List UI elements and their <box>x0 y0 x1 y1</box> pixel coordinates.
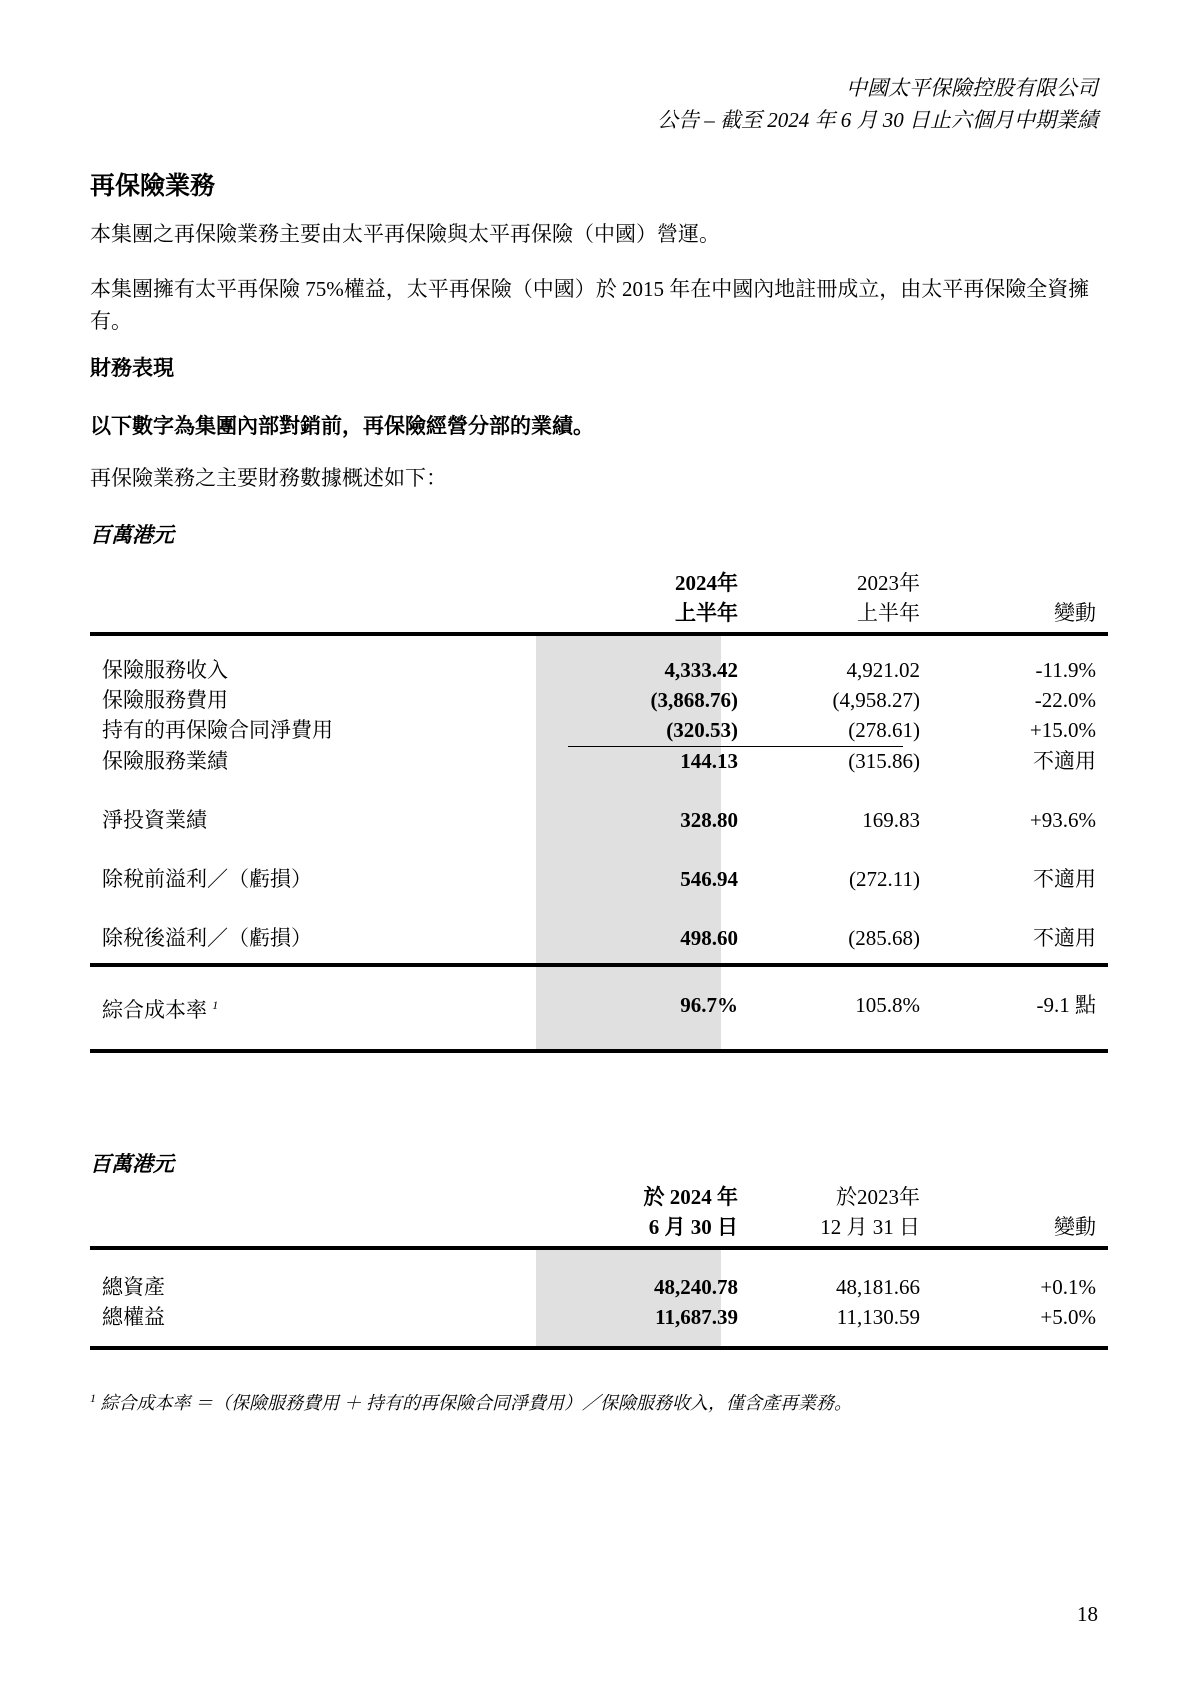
page-header <box>657 72 1098 136</box>
combined-ratio-label: 綜合成本率 $^1$ <box>102 998 219 1022</box>
unit-label-2: 百萬港元 <box>90 1152 174 1176</box>
paragraph-ownership: 本集團擁有太平再保險 75%權益，太平再保險（中國）於 2015 年在中國內地註冊成立，由太平再保險全資擁有。 <box>90 277 1090 333</box>
row-value-2024: 546.94 <box>680 867 738 891</box>
col-change-header: 變動 <box>1054 601 1096 625</box>
col-2024-header-line1: 於 2024 年 <box>643 1185 738 1209</box>
row-value-2024: 498.60 <box>680 926 738 950</box>
row-value-2023: 48,181.66 <box>836 1275 920 1299</box>
footnote-marker: 1 <box>212 998 219 1012</box>
row-change: +15.0% <box>1029 718 1096 742</box>
row-value-2024: 144.13 <box>680 749 738 773</box>
row-label: 保險服務費用 <box>102 688 228 712</box>
row-label: 除稅後溢利／（虧損） <box>102 926 312 950</box>
row-value-2023: (278.61) <box>848 718 920 742</box>
row-value-2023: 169.83 <box>862 808 920 832</box>
row-value-2023: (4,958.27) <box>832 688 920 712</box>
table-bottom-rule <box>90 1049 1108 1053</box>
header-rule <box>90 632 1108 636</box>
financial-performance-title: 財務表現 <box>90 356 174 380</box>
col-change-header: 變動 <box>1054 1215 1096 1239</box>
col-2024-header-line2: 6 月 30 日 <box>648 1215 738 1239</box>
row-value-2023: (315.86) <box>848 749 920 773</box>
row-label: 總資產 <box>102 1275 165 1299</box>
table-bottom-rule <box>90 1346 1108 1350</box>
col-2024-header-line2: 上半年 <box>675 601 738 625</box>
row-value-2023: (285.68) <box>848 926 920 950</box>
row-change: +93.6% <box>1029 808 1096 832</box>
col-2023-header-line1: 於2023年 <box>836 1185 920 1209</box>
paragraph-operations: 本集團之再保險業務主要由太平再保險與太平再保險（中國）營運。 <box>90 222 720 246</box>
row-change: +5.0% <box>1040 1305 1096 1329</box>
row-label: 淨投資業績 <box>102 808 207 832</box>
ratio-top-rule <box>90 963 1108 967</box>
col-2023-header-line1: 2023年 <box>857 571 920 595</box>
row-value-2024: 48,240.78 <box>654 1275 738 1299</box>
row-change: +0.1% <box>1040 1275 1096 1299</box>
row-value-2023: 4,921.02 <box>846 658 920 682</box>
row-change: 不適用 <box>1033 749 1096 773</box>
row-label: 總權益 <box>102 1305 165 1329</box>
footnote <box>90 1389 852 1415</box>
row-value-2024: (3,868.76) <box>650 688 738 712</box>
row-change: -22.0% <box>1034 688 1096 712</box>
results-table <box>90 560 1108 1060</box>
footnote-number: 1 <box>90 1391 96 1405</box>
combined-ratio-change: -9.1 點 <box>1036 993 1096 1017</box>
row-value-2024: 11,687.39 <box>655 1305 738 1329</box>
page-number: 18 <box>1077 1602 1098 1626</box>
summary-intro: 再保險業務之主要財務數據概述如下： <box>90 466 447 490</box>
col-2023-header-line2: 12 月 31 日 <box>820 1215 920 1239</box>
header-rule <box>90 1246 1108 1250</box>
announcement-subtitle: 公告 – 截至 2024 年 6 月 30 日止六個月中期業績 <box>657 108 1098 132</box>
row-label: 持有的再保險合同淨費用 <box>102 718 333 742</box>
row-change: 不適用 <box>1033 867 1096 891</box>
row-change: -11.9% <box>1035 658 1096 682</box>
row-value-2024: 4,333.42 <box>664 658 738 682</box>
intragroup-note: 以下數字為集團內部對銷前，再保險經營分部的業績。 <box>90 414 594 438</box>
row-value-2024: (320.53) <box>666 718 738 742</box>
col-2023-header-line2: 上半年 <box>857 601 920 625</box>
row-change: 不適用 <box>1033 926 1096 950</box>
company-name: 中國太平保險控股有限公司 <box>846 76 1098 100</box>
combined-ratio-2024: 96.7% <box>680 993 738 1017</box>
row-value-2023: 11,130.59 <box>836 1305 920 1329</box>
row-value-2023: (272.11) <box>849 867 920 891</box>
row-value-2024: 328.80 <box>680 808 738 832</box>
footnote-text: 綜合成本率 ＝（保險服務費用 ＋ 持有的再保險合同淨費用）／保險服務收入，僅含產再業務。 <box>100 1393 852 1413</box>
balance-table <box>90 1178 1108 1358</box>
combined-ratio-2023: 105.8% <box>855 993 920 1017</box>
row-label: 保險服務業績 <box>102 749 228 773</box>
section-title: 再保險業務 <box>90 173 216 200</box>
row-label: 除稅前溢利／（虧損） <box>102 867 312 891</box>
row-label: 保險服務收入 <box>102 658 228 682</box>
col-2024-header-line1: 2024年 <box>675 571 738 595</box>
unit-label: 百萬港元 <box>90 523 174 547</box>
